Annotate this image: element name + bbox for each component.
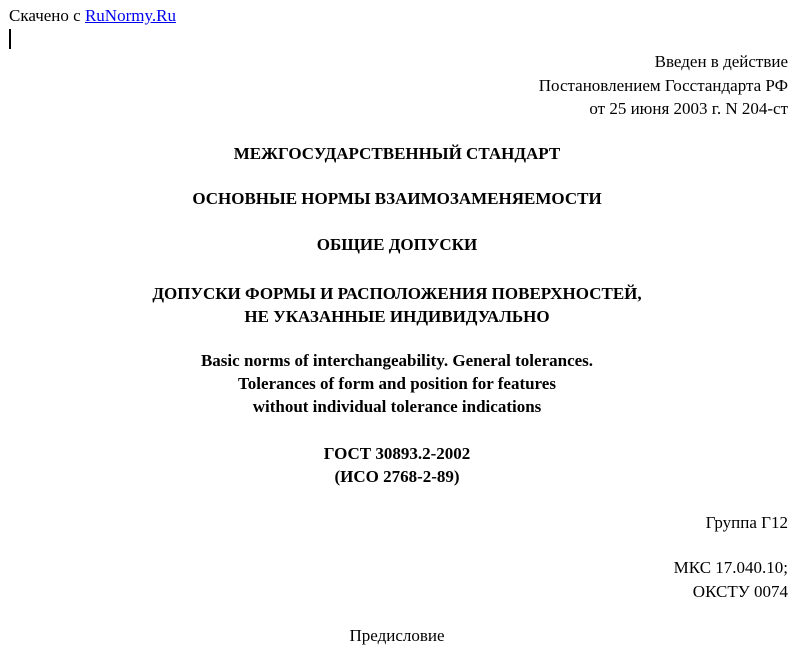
gost-number: ГОСТ 30893.2-2002 bbox=[323, 444, 471, 463]
source-line bbox=[9, 6, 176, 26]
iso-number: (ИСО 2768-2-89) bbox=[334, 467, 460, 486]
subtitle-2-line-1: ДОПУСКИ ФОРМЫ И РАСПОЛОЖЕНИЯ ПОВЕРХНОСТЕЙ, bbox=[152, 284, 642, 303]
mks-code: МКС 17.040.10; bbox=[673, 558, 788, 577]
standard-number-block bbox=[0, 442, 794, 488]
english-title-line-1: Basic norms of interchangeability. General tolerances. bbox=[200, 351, 594, 370]
foreword-heading: Предисловие bbox=[349, 626, 445, 645]
english-title-line-2: Tolerances of form and position for features bbox=[238, 374, 556, 393]
classification-codes bbox=[674, 556, 788, 603]
enactment-line-2: Постановлением Госстандарта РФ bbox=[538, 75, 788, 95]
subtitle: ОБЩИЕ ДОПУСКИ bbox=[316, 235, 478, 254]
downloaded-prefix: Скачено с bbox=[9, 6, 81, 25]
standard-type-heading: МЕЖГОСУДАРСТВЕННЫЙ СТАНДАРТ bbox=[233, 144, 561, 163]
enactment-note bbox=[539, 50, 788, 121]
subtitle-2-line-2: НЕ УКАЗАННЫЕ ИНДИВИДУАЛЬНО bbox=[244, 307, 550, 326]
group-label: Группа Г12 bbox=[705, 513, 788, 532]
runormy-link[interactable]: RuNormy.Ru bbox=[84, 6, 176, 25]
text-cursor bbox=[9, 29, 11, 49]
subtitle-2 bbox=[0, 282, 794, 328]
enactment-line-3: от 25 июня 2003 г. N 204-ст bbox=[589, 99, 788, 118]
main-title: ОСНОВНЫЕ НОРМЫ ВЗАИМОЗАМЕНЯЕМОСТИ bbox=[192, 189, 602, 208]
english-title bbox=[0, 349, 794, 418]
enactment-line-1: Введен в действие bbox=[654, 52, 788, 71]
okstu-code: ОКСТУ 0074 bbox=[692, 581, 788, 601]
english-title-line-3: without individual tolerance indications bbox=[252, 397, 542, 416]
